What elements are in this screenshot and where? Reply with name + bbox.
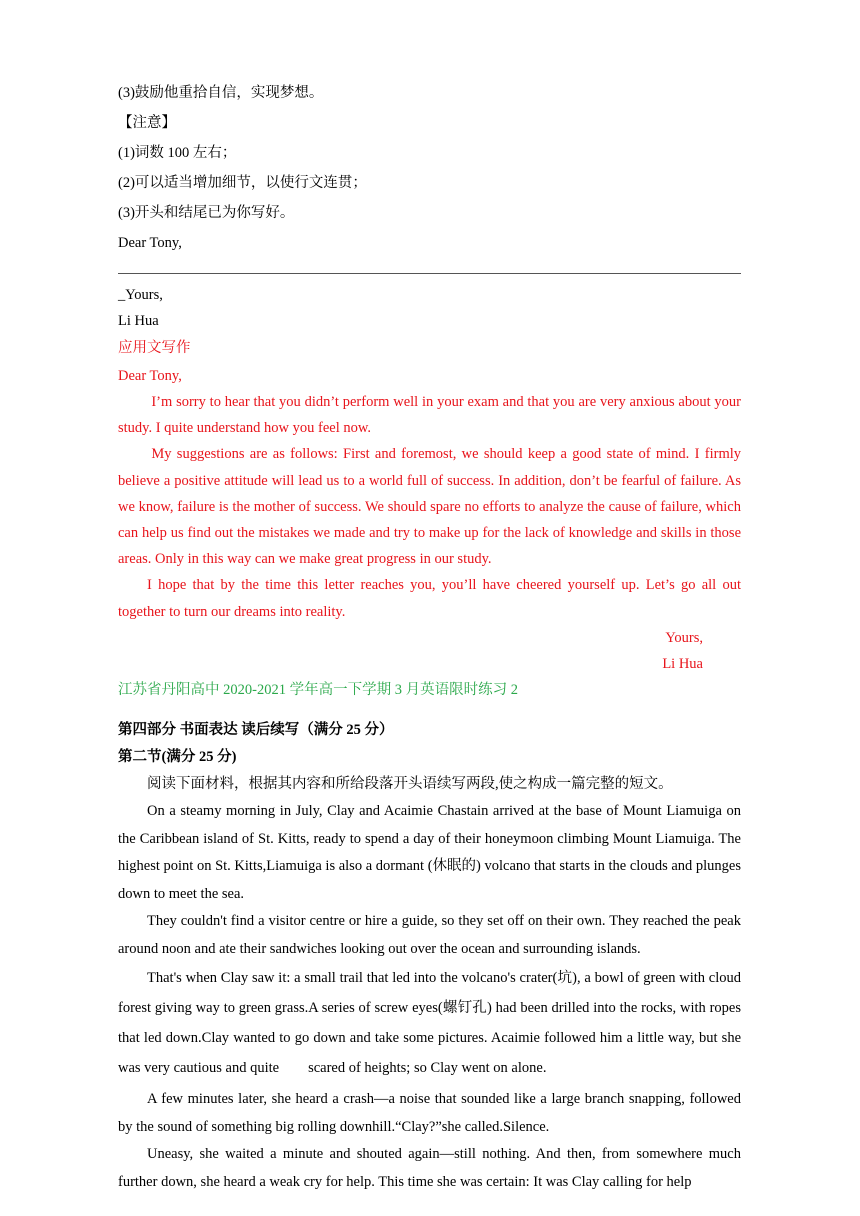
sample-paragraph: I hope that by the time this letter reaches you, you’ll have cheered yourself up. Let’s go all out together to turn our dreams into reality. [118,577,741,620]
passage-paragraph: A few minutes later, she heard a crash—a noise that sounded like a large branch snapping, followed by the sound of something big rolling downhill.“Clay?”she called.Silence. [118,1091,741,1135]
note-2: (2)可以适当增加细节，以使行文连贯； [118,175,367,191]
sub-heading: 第二节(满分 25 分) [118,748,237,765]
sample-closing: Yours, [665,629,703,646]
part-heading: 第四部分 书面表达 读后续写（满分 25 分） [118,721,394,738]
passage-paragraph: They couldn't find a visitor centre or hire a guide, so they set off on their own. They reached the peak around noon and ate their sandwiches looking out over the ocean and surrounding islands. [118,913,741,957]
passage-paragraph: That's when Clay saw it: a small trail that led into the volcano's crater(坑), a bowl of green with cloud forest giving way to green grass.A series of screw eyes(螺钉孔) had been drilled into the rocks, with ropes that led down.Clay wanted to go down and take some pictures. Acaimie followed him a little way, but she was very cautious and quite scared of heights; so Clay went on alone. [118,970,745,1077]
letter-closing: _Yours, [118,287,163,303]
sample-paragraph: My suggestions are as follows: First and foremost, we should keep a good state of mind. I firmly believe a positive attitude will lead us to a world full of success. In addition, don’t be fearful of failure. As we know, failure is the mother of success. We should spare no efforts to analyze the cause of failure, which can help us find out the mistakes we made and try to make up for the lack of knowledge and skills in those areas. Only in this way can we make great progress in our study. [118,446,741,568]
letter-signature: Li Hua [118,313,159,329]
passage-paragraph: On a steamy morning in July, Clay and Acaimie Chastain arrived at the base of Mount Liamuiga on the Caribbean island of St. Kitts, ready to spend a day of their honeymoon climbing Mount Liamuiga. The highest point on St. Kitts,Liamuiga is also a dormant (休眠的) volcano that starts in the clouds and plunges down to meet the sea. [118,803,742,902]
note-1: (1)词数 100 左右； [118,145,237,161]
sample-answer-label: 应用文写作 [118,340,191,356]
document-page [118,80,745,1196]
sample-greeting: Dear Tony, [118,368,182,384]
letter-greeting: Dear Tony, [118,235,182,251]
attention-header: 【注意】 [118,115,176,131]
sample-paragraph: I’m sorry to hear that you didn’t perform well in your exam and that you are very anxious about your study. I quite understand how you feel now. [118,394,741,437]
answer-blank-line [118,273,741,274]
instruction-text: 阅读下面材料，根据其内容和所给段落开头语续写两段,使之构成一篇完整的短文。 [147,775,673,792]
passage-paragraph: Uneasy, she waited a minute and shouted again—still nothing. And then, from somewhere much further down, she heard a weak cry for help. This time she was certain: It was Clay calling for help [118,1146,741,1190]
note-3: (3)开头和结尾已为你写好。 [118,205,295,221]
source-title: 江苏省丹阳高中 2020-2021 学年高一下学期 3 月英语限时练习 2 [118,681,518,698]
task-point-3: (3)鼓励他重拾自信，实现梦想。 [118,85,324,101]
sample-signature: Li Hua [662,655,703,672]
